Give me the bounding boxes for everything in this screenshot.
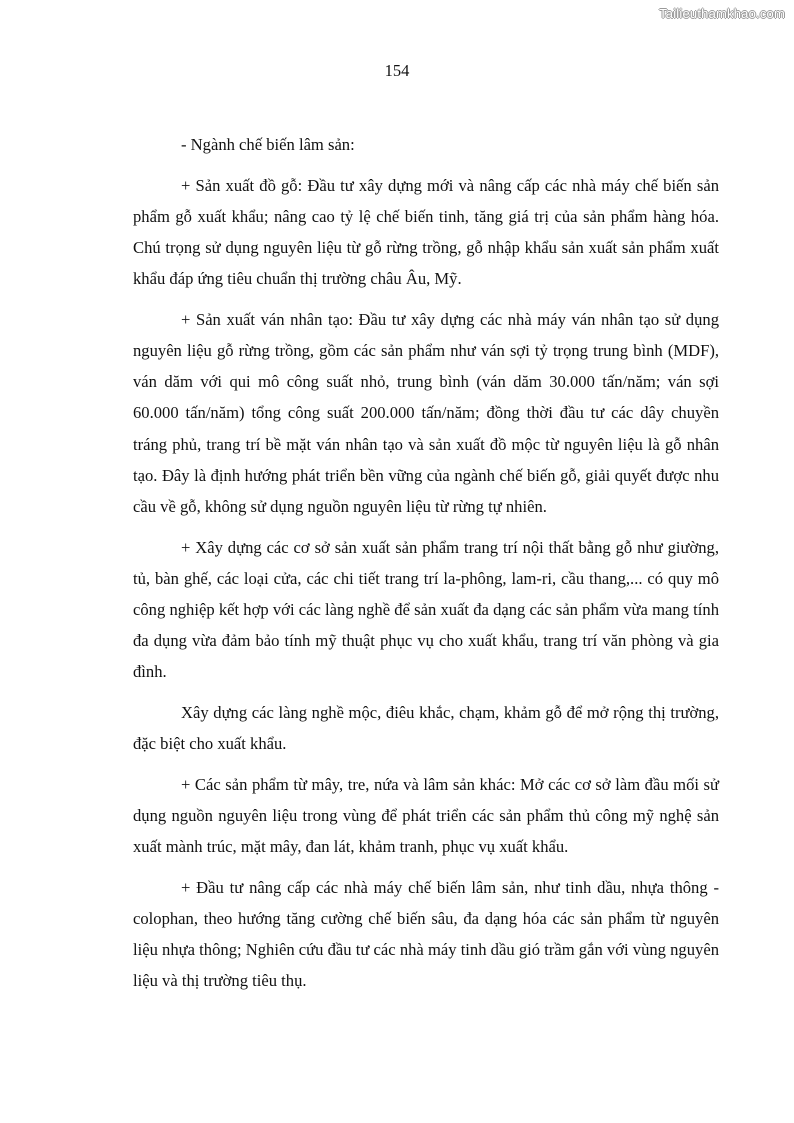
section-heading: - Ngành chế biến lâm sản:: [181, 135, 355, 154]
document-body: [133, 129, 719, 1006]
page-number: 154: [384, 61, 410, 80]
watermark: Tailieuthamkhao.com: [659, 6, 785, 21]
paragraph-wood-furniture: + Sản xuất đồ gỗ: Đầu tư xây dựng mới và nâng cấp các nhà máy chế biến sản phẩm gỗ xuất khẩu; nâng cao tỷ lệ chế biến tinh, tăng giá trị của sản phẩm hàng hóa. Chú trọng sử dụng nguyên liệu từ gỗ rừng trồng, gỗ nhập khẩu sản xuất sản phẩm xuất khẩu đáp ứng tiêu chuẩn thị trường châu Âu, Mỹ.: [133, 175, 719, 289]
paragraph-rattan-bamboo: + Các sản phẩm từ mây, tre, nứa và lâm sản khác: Mở các cơ sở làm đầu mối sử dụng nguồn nguyên liệu trong vùng để phát triển các sản phẩm thủ công mỹ nghệ sản xuất mành trúc, mặt mây, đan lát, khảm tranh, phục vụ xuất khẩu.: [133, 774, 719, 857]
paragraph-artificial-board: + Sản xuất ván nhân tạo: Đầu tư xây dựng các nhà máy ván nhân tạo sử dụng nguyên liệu gỗ rừng trồng, gồm các sản phẩm như ván sợi tỷ trọng trung bình (MDF), ván dăm với qui mô công suất nhỏ, trung bình (ván dăm 30.000 tấn/năm; ván sợi 60.000 tấn/năm) tổng công suất 200.000 tấn/năm; đồng thời đầu tư các dây chuyền tráng phủ, trang trí bề mặt ván nhân tạo và sản xuất đồ mộc từ nguyên liệu là gỗ nhân tạo. Đây là định hướng phát triển bền vững của ngành chế biến gỗ, giải quyết được nhu cầu về gỗ, không sử dụng nguồn nguyên liệu từ rừng tự nhiên.: [133, 309, 719, 517]
paragraph-forest-products-plants: + Đầu tư nâng cấp các nhà máy chế biến lâm sản, như tinh dầu, nhựa thông - colophan, theo hướng tăng cường chế biến sâu, đa dạng hóa các sản phẩm từ nguyên liệu nhựa thông; Nghiên cứu đầu tư các nhà máy tinh dầu gió trầm gắn với vùng nguyên liệu và thị trường tiêu thụ.: [133, 877, 719, 991]
paragraph-craft-villages: Xây dựng các làng nghề mộc, điêu khắc, chạm, khảm gỗ để mở rộng thị trường, đặc biệt cho xuất khẩu.: [133, 703, 719, 754]
paragraph-interior-decor: + Xây dựng các cơ sở sản xuất sản phẩm trang trí nội thất bằng gỗ như giường, tủ, bàn ghế, các loại cửa, các chi tiết trang trí la-phông, lam-ri, cầu thang,... có quy mô công nghiệp kết hợp với các làng nghề để sản xuất đa dạng các sản phẩm vừa mang tính đa dụng vừa đảm bảo tính mỹ thuật phục vụ cho xuất khẩu, trang trí văn phòng và gia đình.: [133, 537, 719, 682]
